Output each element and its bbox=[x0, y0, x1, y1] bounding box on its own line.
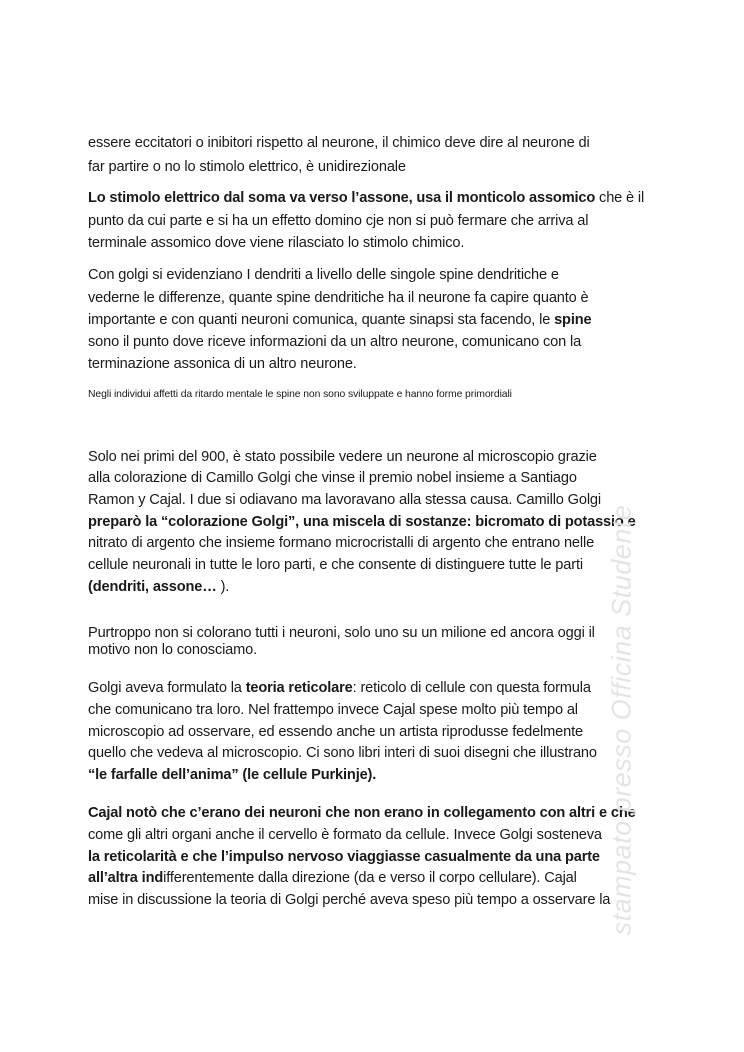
text-line bbox=[88, 825, 602, 845]
text-line bbox=[88, 512, 636, 532]
bold-text: all’altra ind bbox=[88, 870, 164, 886]
text-line bbox=[88, 288, 589, 308]
text-line bbox=[88, 722, 583, 742]
bold-text: la reticolarità e che l’impulso nervoso viaggiasse casualmente da una parte bbox=[88, 849, 600, 865]
text-line bbox=[88, 133, 590, 153]
text-segment: mise in discussione la teoria di Golgi perché aveva speso più tempo a osservare la bbox=[88, 892, 611, 908]
text-segment: ifferentemente dalla direzione (da e verso il corpo cellulare). Cajal bbox=[163, 870, 577, 886]
text-segment: Solo nei primi del 900, è stato possibile vedere un neurone al microscopio grazie bbox=[88, 449, 597, 465]
text-line bbox=[88, 211, 588, 231]
text-line bbox=[88, 555, 583, 575]
text-segment: quello che vedeva al microscopio. Ci sono libri interi di suoi disegni che illustrano bbox=[88, 745, 597, 761]
text-segment: alla colorazione di Camillo Golgi che vinse il premio nobel insieme a Santiago bbox=[88, 470, 577, 486]
text-segment: cellule neuronali in tutte le loro parti, e che consente di distinguere tutte le parti bbox=[88, 557, 583, 573]
text-line bbox=[88, 847, 600, 867]
text-line bbox=[88, 310, 591, 330]
text-line bbox=[88, 490, 601, 510]
bold-text: Cajal notò che c’erano dei neuroni che non erano in collegamento con altri e che bbox=[88, 805, 636, 821]
text-segment: sono il punto dove riceve informazioni da un altro neurone, comunicano con la bbox=[88, 334, 582, 350]
text-segment: punto da cui parte e si ha un effetto domino cje non si può fermare che arriva al bbox=[88, 213, 589, 229]
text-line bbox=[88, 157, 406, 177]
footnote-line bbox=[88, 385, 512, 405]
text-line bbox=[88, 447, 597, 467]
text-line bbox=[88, 803, 636, 823]
text-line bbox=[88, 354, 357, 374]
text-line bbox=[88, 743, 597, 763]
bold-text: “le farfalle dell’anima” (le cellule Purkinje). bbox=[88, 767, 377, 783]
text-segment: importante e con quanti neuroni comunica, quante sinapsi sta facendo, le bbox=[88, 312, 555, 328]
text-segment: terminazione assonica di un altro neurone. bbox=[88, 356, 357, 372]
text-segment: terminale assomico dove viene rilasciato lo stimolo chimico. bbox=[88, 235, 465, 251]
text-line bbox=[88, 678, 591, 698]
text-segment: Negli individui affetti da ritardo mentale le spine non sono sviluppate e hanno forme primordiali bbox=[88, 389, 512, 400]
text-segment: vederne le differenze, quante spine dendritiche ha il neurone fa capire quanto è bbox=[88, 290, 589, 306]
text-line bbox=[88, 700, 578, 720]
text-segment: Con golgi si evidenziano I dendriti a livello delle singole spine dendritiche e bbox=[88, 267, 559, 283]
text-line bbox=[88, 765, 376, 785]
text-segment: ). bbox=[220, 579, 230, 595]
text-segment: nitrato di argento che insieme formano microcristalli di argento che entrano nelle bbox=[88, 535, 595, 551]
text-segment: Ramon y Cajal. I due si odiavano ma lavoravano alla stessa causa. Camillo Golgi bbox=[88, 492, 601, 508]
text-segment: Purtroppo non si colorano tutti i neuroni, solo uno su un milione ed ancora oggi il bbox=[88, 625, 595, 641]
bold-text: Lo stimolo elettrico dal soma va verso l’assone, usa il bbox=[88, 190, 457, 206]
text-line bbox=[88, 332, 581, 352]
bold-text: (dendriti, assone… bbox=[88, 579, 221, 595]
text-segment: come gli altri organi anche il cervello è formato da cellule. Invece Golgi sosteneva bbox=[88, 827, 602, 843]
text-line bbox=[88, 468, 577, 488]
text-line bbox=[88, 188, 644, 208]
text-segment: microscopio ad osservare, ed essendo anche un artista riprodusse fedelmente bbox=[88, 724, 583, 740]
bold-text: spine bbox=[554, 312, 592, 328]
watermark: stampato presso Officina Studente bbox=[606, 504, 637, 936]
text-segment: motivo non lo conosciamo. bbox=[88, 642, 258, 658]
text-segment: che comunicano tra loro. Nel frattempo invece Cajal spese molto più tempo al bbox=[88, 702, 578, 718]
text-line bbox=[88, 233, 464, 253]
text-line bbox=[88, 890, 610, 910]
text-line bbox=[88, 533, 594, 553]
text-segment: essere eccitatori o inibitori rispetto al neurone, il chimico deve dire al neurone di bbox=[88, 135, 590, 151]
bold-text: teoria reticolare bbox=[245, 680, 353, 696]
text-segment: far partire o no lo stimolo elettrico, è unidirezionale bbox=[88, 159, 406, 175]
bold-text: monticolo assomico bbox=[456, 190, 596, 206]
text-line bbox=[88, 577, 229, 597]
text-line bbox=[88, 868, 577, 888]
text-line bbox=[88, 265, 559, 285]
text-segment: : reticolo di cellule con questa formula bbox=[352, 680, 591, 696]
text-segment: che è il bbox=[595, 190, 645, 206]
bold-text: preparò la “colorazione Golgi”, una miscela di sostanze: bicromato di potassio e bbox=[88, 514, 636, 530]
text-segment: Golgi aveva formulato la bbox=[88, 680, 246, 696]
text-line bbox=[88, 640, 257, 660]
